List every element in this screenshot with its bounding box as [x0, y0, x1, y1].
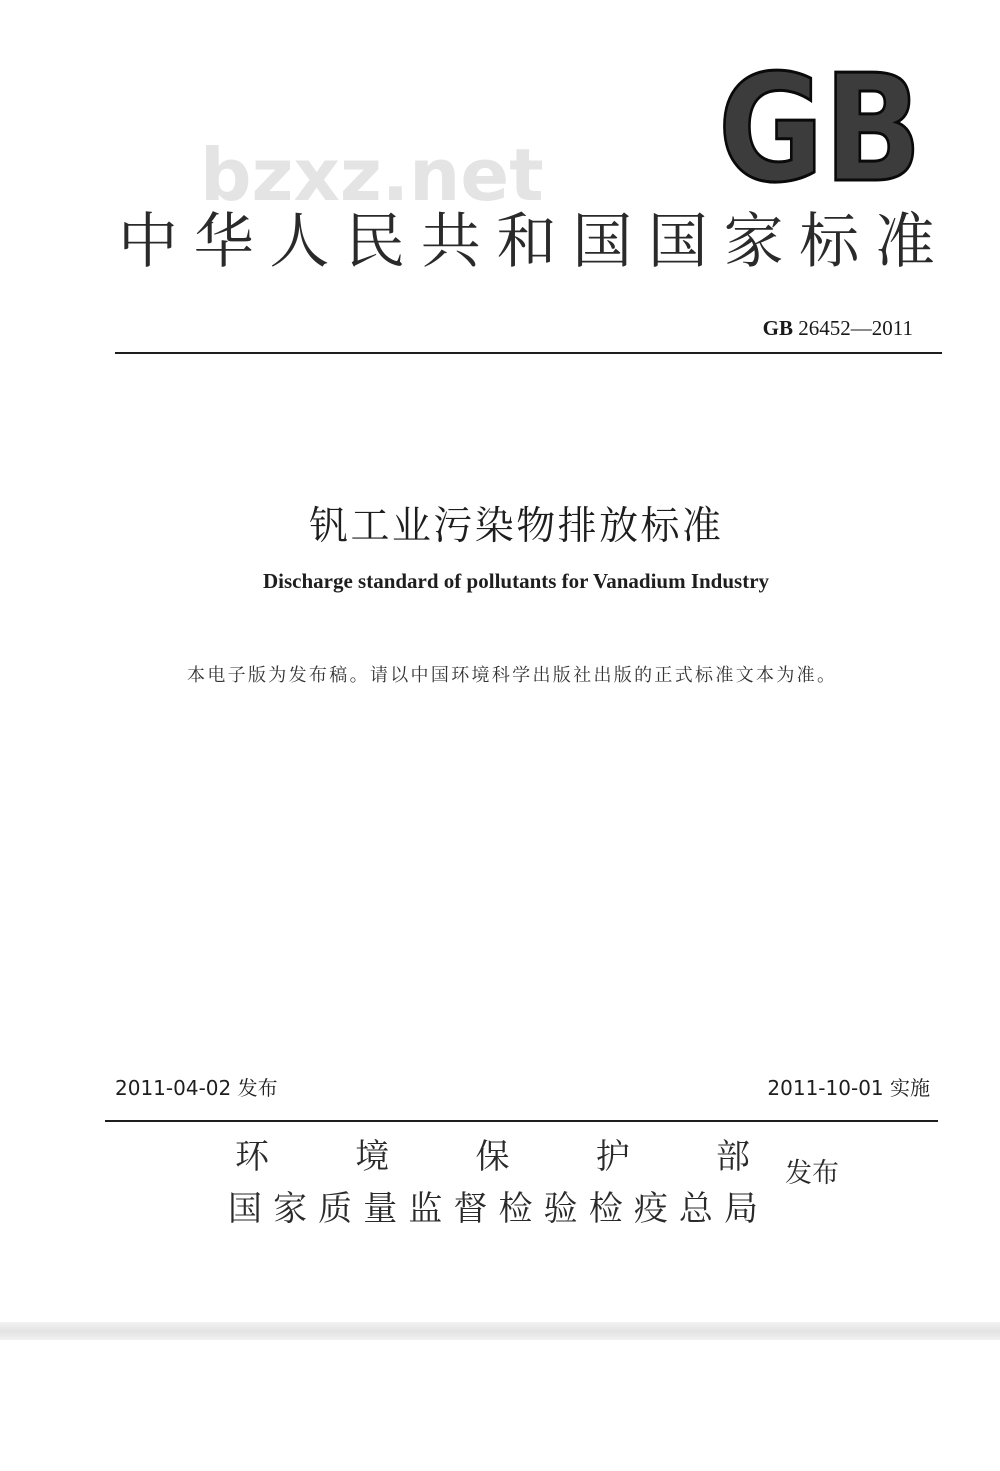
footer-divider	[105, 1120, 938, 1122]
standard-prefix: GB	[762, 316, 794, 340]
document-title-en: Discharge standard of pollutants for Vanadium Industry	[262, 569, 770, 593]
header-divider	[115, 352, 942, 354]
publish-label: 发布	[785, 1158, 839, 1189]
implementation-date: 2011-10-01 实施	[767, 1076, 930, 1100]
standard-number	[763, 316, 913, 340]
issuer-ministry: 环境保护部	[235, 1137, 750, 1177]
edition-notice: 本电子版为发布稿。请以中国环境科学出版社出版的正式标准文本为准。	[187, 665, 835, 686]
national-standard-title: 中华人民共和国国家标准	[118, 207, 935, 277]
issuer-aqsiq: 国家质量监督检验检疫总局	[228, 1189, 758, 1229]
standard-code: 26452—2011	[798, 316, 913, 340]
logo-lettering: GB	[718, 43, 922, 215]
document-title-cn: 钒工业污染物排放标准	[309, 504, 721, 549]
issue-date: 2011-04-02 发布	[115, 1076, 278, 1100]
gb-logo-icon	[712, 43, 928, 215]
watermark: bzxz.net	[200, 133, 544, 217]
page-separator	[0, 1322, 1000, 1340]
